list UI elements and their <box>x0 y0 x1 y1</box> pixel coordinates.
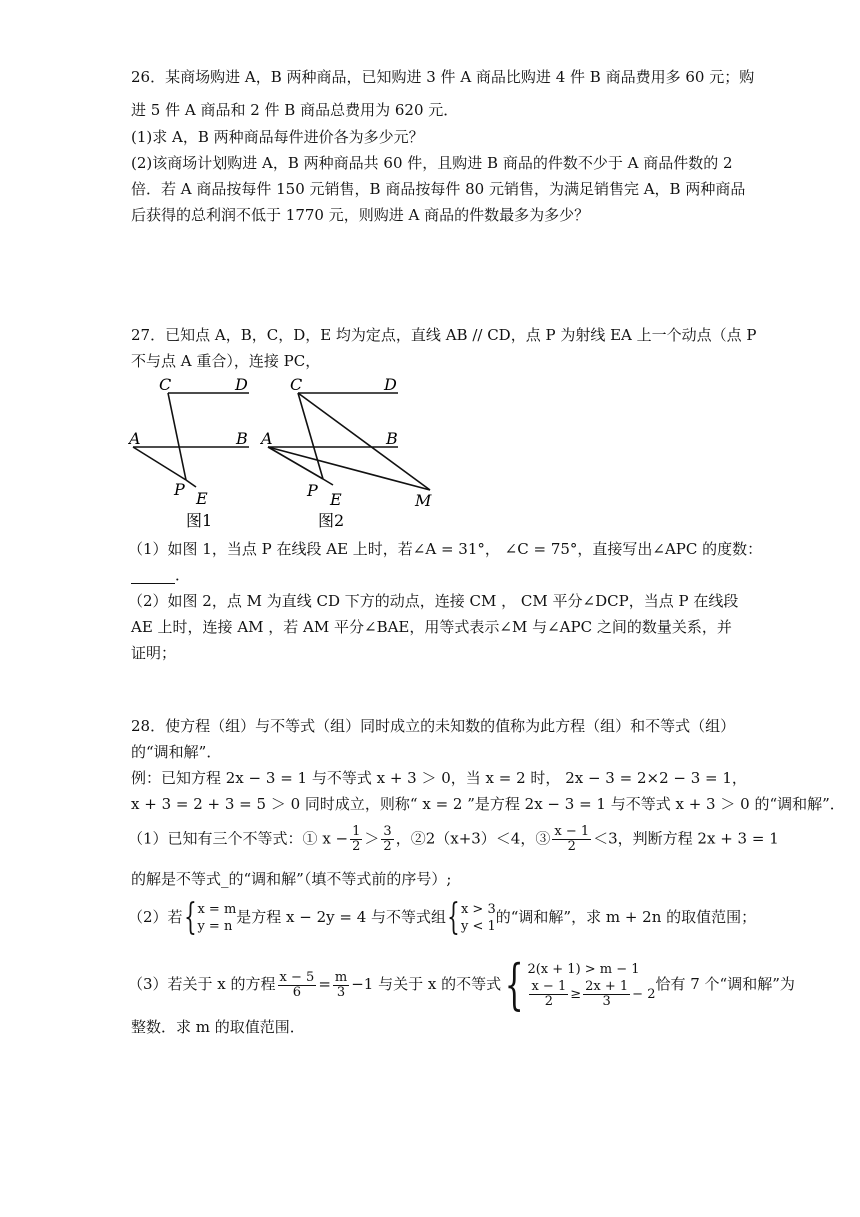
fraction-one-half: $\frac{1}{2}$ <box>352 824 361 854</box>
label-p: P <box>307 481 318 500</box>
q28-part2-text-a: （2）若 <box>128 908 183 926</box>
q26-line2: 进 5 件 A 商品和 2 件 B 商品总费用为 620 元． <box>131 101 459 119</box>
q28-part3-text-b: −1 与关于 x 的不等式 <box>351 975 502 993</box>
q28-part1-text-a: （1）已知有三个不等式：① x − <box>128 829 349 848</box>
left-brace-icon: { <box>504 953 524 1016</box>
q28-part1-text-b: ＞ <box>364 829 380 848</box>
q27-part2-line2: AE 上时，连接 AM ，若 AM 平分∠BAE，用等式表示∠M 与∠APC 之间的数量关系，并 <box>131 618 732 636</box>
label-a: A <box>129 429 141 448</box>
left-brace-icon: { <box>447 897 460 938</box>
label-d: D <box>235 375 248 394</box>
label-c: C <box>290 375 303 394</box>
q28-example-line1: 例：已知方程 2x − 3 = 1 与不等式 x + 3 ＞ 0，当 x = 2 时， 2x − 3 = 2×2 − 3 = 1， <box>131 769 747 787</box>
segment-pe <box>323 479 333 485</box>
q28-part1-text-d: ＜3，判断方程 2x + 3 = 1 <box>593 829 779 848</box>
q28-example-line2: x + 3 = 2 + 3 = 5 ＞ 0 同时成立，则称“ x = 2 ”是方程 2x − 3 = 1 与不等式 x + 3 ＞ 0 的“调和解”． <box>131 795 845 813</box>
segment-cp <box>168 393 186 480</box>
q26-part2-line2: 倍．若 A 商品按每件 150 元销售，B 商品按每件 80 元销售，为满足销售完 A，B 两种商品 <box>131 180 746 198</box>
system-xm-yn: x = m y = n <box>197 902 237 934</box>
label-c: C <box>159 375 172 394</box>
q28-part3 <box>128 953 795 1016</box>
left-brace-icon: { <box>183 897 197 938</box>
label-d: D <box>384 375 397 394</box>
q28-part2-text-b: 是方程 x − 2y = 4 与不等式组 <box>236 908 447 926</box>
q27-part2-line3: 证明； <box>131 644 177 662</box>
label-m: M <box>415 491 432 510</box>
q28-line1: 28．使方程（组）与不等式（组）同时成立的未知数的值称为此方程（组）和不等式（组） <box>131 717 736 735</box>
fraction-x-minus-1-over-2: $\frac{x - 1}{2}$ <box>554 824 590 854</box>
inequality-system: x > 3 y < 1 <box>460 902 496 934</box>
fraction-m-over-3: $\frac{m}{3}$ <box>334 969 348 1000</box>
q28-part3-text-c: 恰有 7 个“调和解”为 <box>655 975 795 993</box>
label-e: E <box>330 490 342 509</box>
label-e: E <box>196 489 208 508</box>
fraction-x-minus-5-over-6: $\frac{x - 5}{6}$ <box>279 969 315 1000</box>
label-b: B <box>386 429 398 448</box>
fraction-2x-plus-1-over-3: $\frac{2x + 1}{3}$ <box>585 979 629 1009</box>
fraction-three-halves: $\frac{3}{2}$ <box>383 824 392 854</box>
label-a: A <box>261 429 273 448</box>
q27-line1: 27．已知点 A，B，C，D，E 均为定点，直线 AB // CD，点 P 为射线 EA 上一个动点（点 P <box>131 326 757 344</box>
q28-part2 <box>128 897 757 938</box>
q26-part1: (1)求 A，B 两种商品每件进价各为多少元？ <box>131 128 424 146</box>
q27-part1-answer <box>131 566 190 584</box>
q26-line1: 26．某商场购进 A，B 两种商品，已知购进 3 件 A 商品比购进 4 件 B 商品费用多 60 元；购 <box>131 68 755 86</box>
figure-1-caption: 图1 <box>186 511 213 530</box>
q27-part2-line1: （2）如图 2，点 M 为直线 CD 下方的动点，连接 CM ， CM 平分∠DCP，当点 P 在线段 <box>128 592 739 610</box>
q27-line2: 不与点 A 重合），连接 PC， <box>131 352 321 370</box>
label-p: P <box>174 480 185 499</box>
figure-2-caption: 图2 <box>318 511 345 530</box>
segment-pe <box>186 480 196 487</box>
label-b: B <box>236 429 248 448</box>
fraction-x-minus-1-over-2: $\frac{x - 1}{2}$ <box>531 979 567 1009</box>
segment-ap <box>133 447 186 480</box>
q28-part3-line2: 整数．求 m 的取值范围． <box>131 1018 305 1036</box>
q27-figure-2 <box>260 372 440 532</box>
q28-part1-text-c: ，②2（x+3）＜4，③ <box>395 829 551 848</box>
inequality-system-3: 2(x + 1) > m − 1 $\frac{x - 1}{2}$ ≥ $\frac{2x + 1}{3}$ − 2 <box>527 962 656 1009</box>
q26-part2-line3: 后获得的总利润不低于 1770 元，则购进 A 商品的件数最多为多少？ <box>131 206 590 224</box>
q27-figure-1 <box>128 372 263 532</box>
q28-part3-text-a: （3）若关于 x 的方程 <box>128 975 276 993</box>
q28-part1-line1 <box>128 825 779 854</box>
q28-part2-text-c: 的“调和解”，求 m + 2n 的取值范围； <box>495 908 757 926</box>
q28-part1-line2: 的解是不等式_的“调和解”（填不等式前的序号）; <box>131 870 452 888</box>
q26-part2-line1: (2)该商场计划购进 A，B 两种商品共 60 件，且购进 B 商品的件数不少于 A 商品件数的 2 <box>131 154 733 172</box>
equals-sign: = <box>318 975 331 993</box>
q27-part1-period: ． <box>175 566 191 584</box>
answer-blank[interactable] <box>131 569 175 584</box>
q27-part1-line1: （1）如图 1，当点 P 在线段 AE 上时，若∠A = 31°， ∠C = 75°，直接写出∠APC 的度数： <box>128 540 763 558</box>
q28-line2: 的“调和解”． <box>131 743 222 761</box>
segment-am <box>268 447 430 490</box>
